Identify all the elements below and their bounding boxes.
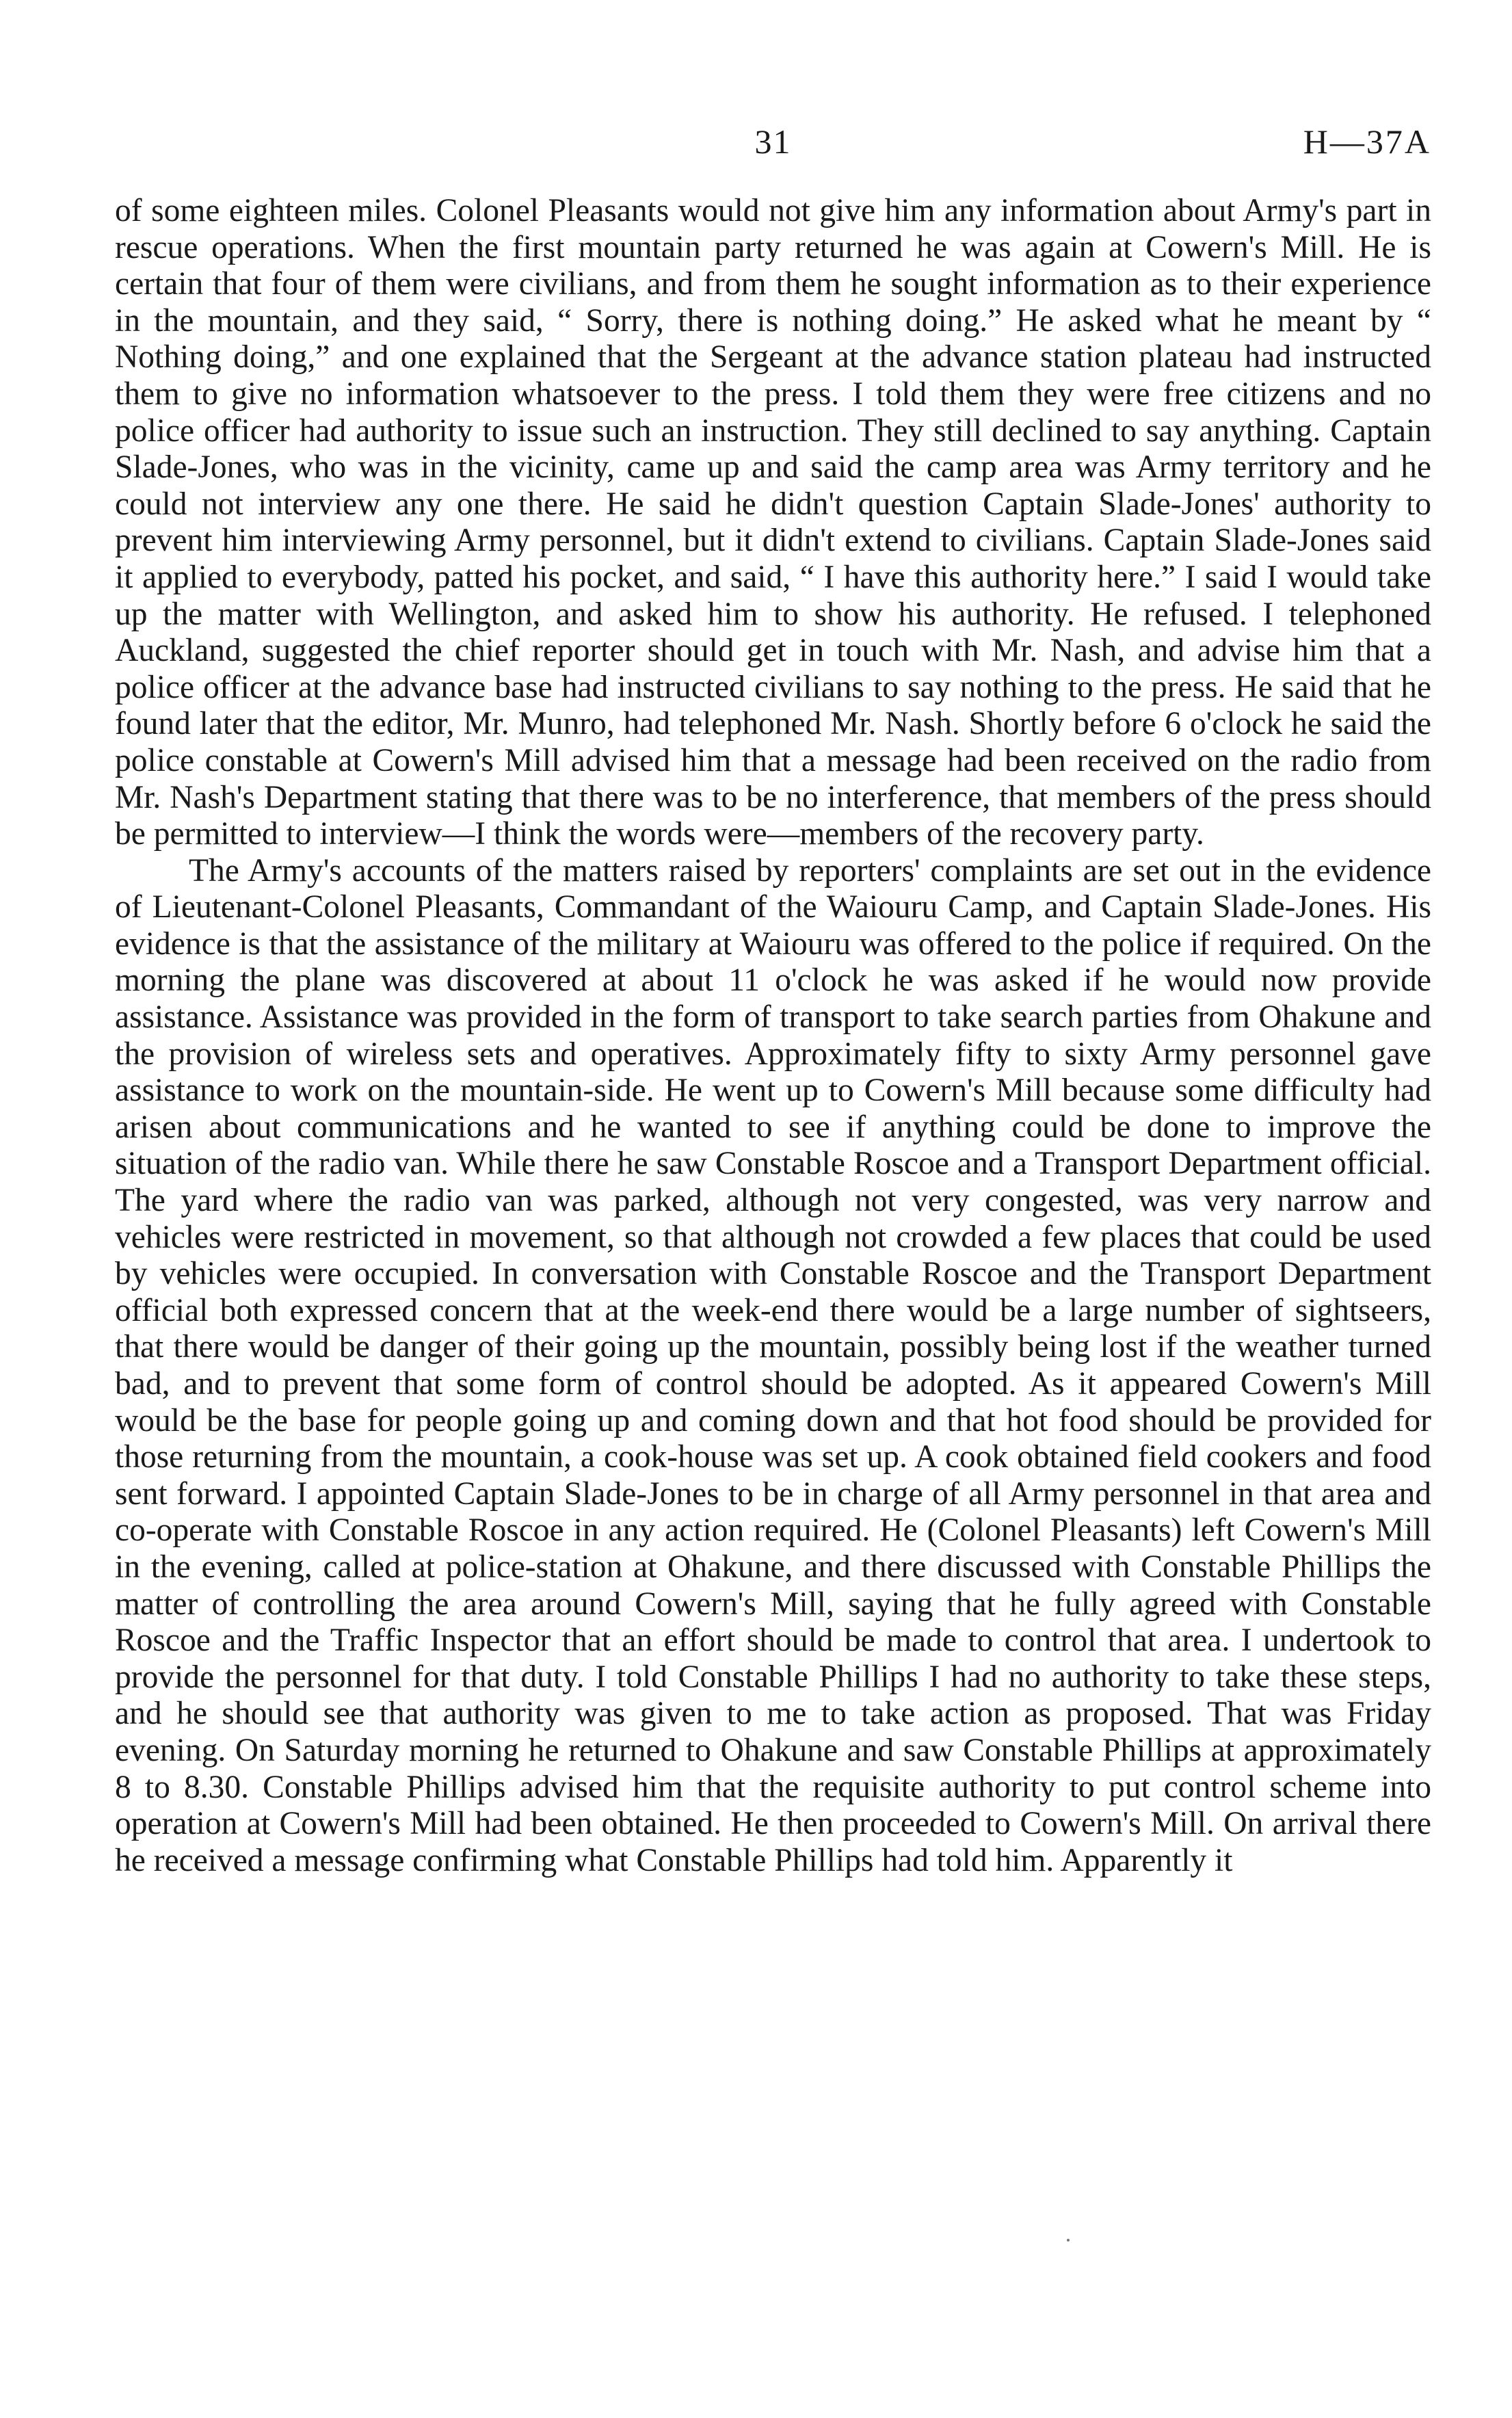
page-header [115,122,1431,170]
body-text [115,193,1431,1879]
paragraph-army-accounts: The Army's accounts of the matters raised by reporters' complaints are set out in the evidence of Lieutenant-Colonel Pleasants, Commandant of the Waiouru Camp, and Captain Slade-Jones. His evidence is that the assistance of the military at Waiouru was offered to the police if required. On the morning the plane was discovered at about 11 o'clock he was asked if he would now provide assistance. Assistance was provided in the form of transport to take search parties from Ohakune and the provision of wireless sets and operatives. Approximately fifty to sixty Army personnel gave assistance to work on the mountain-side. He went up to Cowern's Mill because some difficulty had arisen about communications and he wanted to see if anything could be done to improve the situation of the radio van. While there he saw Constable Roscoe and a Transport Department official. The yard where the radio van was parked, although not very congested, was very narrow and vehicles were restricted in movement, so that although not crowded a few places that could be used by vehicles were occupied. In conversation with Constable Roscoe and the Transport Department official both expressed concern that at the week-end there would be a large number of sightseers, that there would be danger of their going up the mountain, possibly being lost if the weather turned bad, and to prevent that some form of control should be adopted. As it appeared Cowern's Mill would be the base for people going up and coming down and that hot food should be provided for those returning from the mountain, a cook-house was set up. A cook obtained field cookers and food sent forward. I appointed Captain Slade-Jones to be in charge of all Army personnel in that area and co-operate with Constable Roscoe in any action required. He (Colonel Pleasants) left Cowern's Mill in the evening, called at police-station at Ohakune, and there discussed with Constable Phillips the matter of controlling the area around Cowern's Mill, saying that he fully agreed with Constable Roscoe and the Traffic Inspector that an effort should be made to control that area. I undertook to provide the personnel for that duty. I told Constable Phillips I had no authority to take these steps, and he should see that authority was given to me to take action as proposed. That was Friday evening. On Saturday morning he returned to Ohakune and saw Constable Phillips at approximately 8 to 8.30. Constable Phillips advised him that the requisite authority to put control scheme into operation at Cowern's Mill had been obtained. He then proceeded to Cowern's Mill. On arrival there he received a message confirming what Constable Phillips had told him. Apparently it [115,852,1431,1878]
page-number: 31 [754,122,792,161]
document-reference: H—37A [1303,122,1431,161]
scan-speck [1067,2239,1070,2242]
paragraph-continuation: of some eighteen miles. Colonel Pleasants would not give him any information about Army's part in rescue operations. When the first mountain party returned he was again at Cowern's Mill. He is certain that four of them were civilians, and from them he sought information as to their experience in the mountain, and they said, “ Sorry, there is nothing doing.” He asked what he meant by “ Nothing doing,” and one explained that the Sergeant at the advance station plateau had instructed them to give no information whatsoever to the press. I told them they were free citizens and no police officer had authority to issue such an instruction. They still declined to say anything. Captain Slade-Jones, who was in the vicinity, came up and said the camp area was Army territory and he could not interview any one there. He said he didn't question Captain Slade-Jones' authority to prevent him interviewing Army personnel, but it didn't extend to civilians. Captain Slade-Jones said it applied to everybody, patted his pocket, and said, “ I have this authority here.” I said I would take up the matter with Wellington, and asked him to show his authority. He refused. I telephoned Auckland, suggested the chief reporter should get in touch with Mr. Nash, and advise him that a police officer at the advance base had instructed civilians to say nothing to the press. He said that he found later that the editor, Mr. Munro, had telephoned Mr. Nash. Shortly before 6 o'clock he said the police constable at Cowern's Mill advised him that a message had been received on the radio from Mr. Nash's Department stating that there was to be no interference, that members of the press should be permitted to interview—I think the words were—members of the recovery party. [115,193,1431,852]
